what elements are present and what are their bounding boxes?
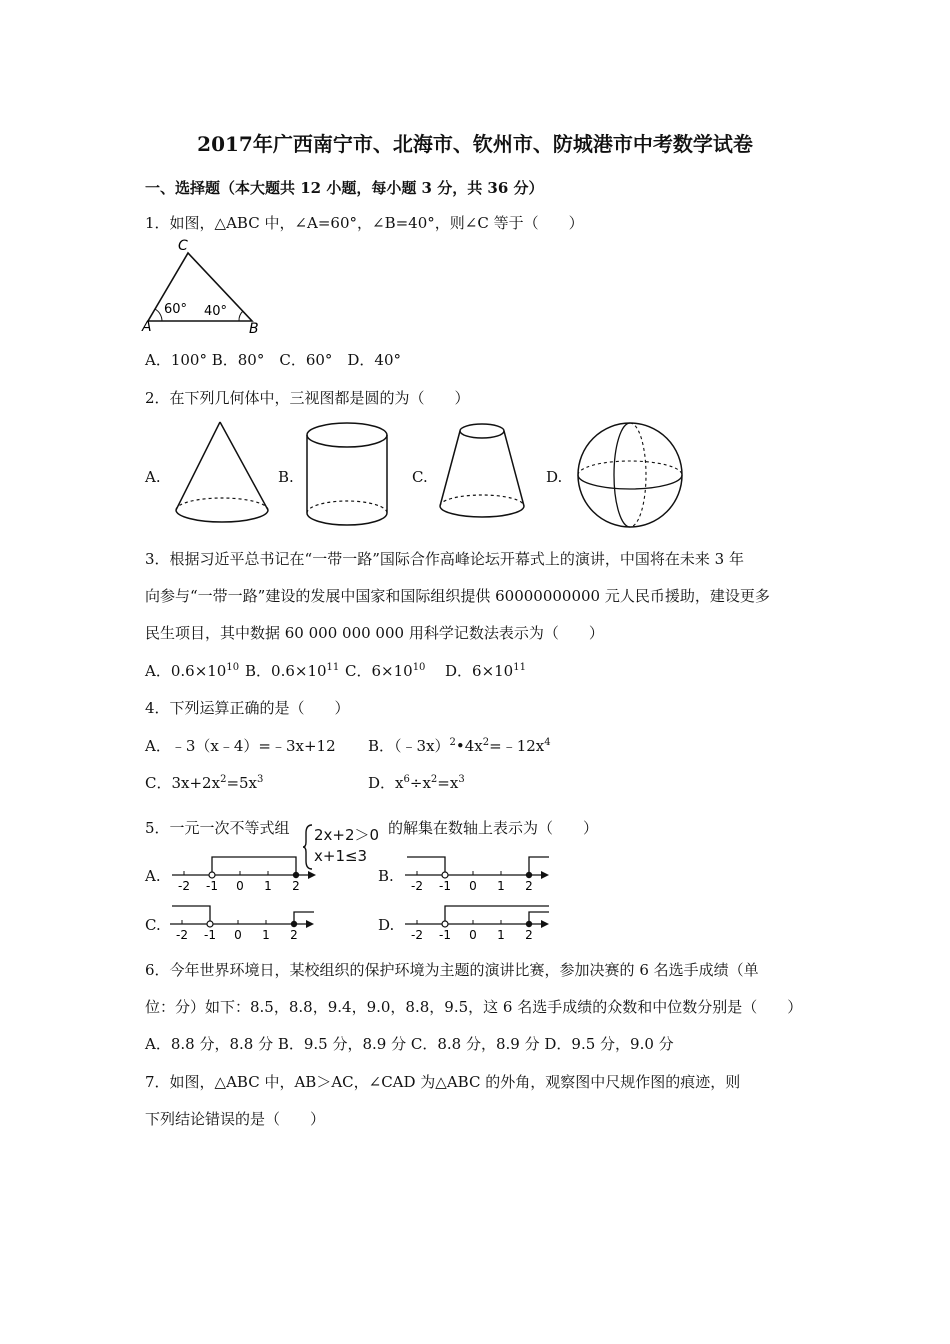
q3-line-1: 3．根据习近平总书记在“一带一路”国际合作高峰论坛开幕式上的演讲，中国将在未来 3 年 [145, 550, 744, 568]
q2-cone-figure [170, 418, 275, 528]
q1-angle-b: 40° [204, 304, 228, 319]
q3-option-b: B．$0.6\times 10^{11}$ [245, 662, 340, 680]
q4-option-b: B．$(﹣3x)^2•4x^2=﹣12x^4$ [368, 737, 551, 755]
q1-triangle-figure [140, 236, 270, 336]
q5-label-b: B. [378, 867, 394, 885]
svg-text:0: 0 [234, 928, 242, 942]
q2-label-d: D. [546, 468, 563, 486]
svg-text:0: 0 [469, 879, 477, 893]
page-title: 2017年广西南宁市、北海市、钦州市、防城港市中考数学试卷 [197, 132, 753, 156]
q5-numberline-c [168, 902, 318, 942]
svg-text:2: 2 [525, 928, 533, 942]
q3-line-3: 民生项目，其中数据 60 000 000 000 用科学记数法表示为（ ） [145, 624, 604, 642]
svg-text:1: 1 [264, 879, 272, 893]
q6-options: A．8.8 分，8.8 分 B．9.5 分，8.9 分 C．8.8 分，8.9 分 D．9.5 分，9.0 分 [145, 1035, 674, 1053]
section-heading: 一、选择题（本大题共 12 小题，每小题 3 分，共 36 分） [145, 179, 544, 197]
q1-label-a: A [142, 319, 152, 335]
q3-option-c: C．$6\times 10^{10}$ [345, 662, 426, 680]
q4-option-a: A．﹣3（x﹣4）=﹣3x+12 [145, 737, 336, 755]
svg-text:1: 1 [497, 928, 505, 942]
q3-option-d: D．$6\times 10^{11}$ [445, 662, 526, 680]
svg-text:-1: -1 [206, 879, 218, 893]
svg-text:0: 0 [236, 879, 244, 893]
q5-label-d: D. [378, 916, 395, 934]
q5-label-a: A. [145, 867, 161, 885]
q4-stem: 4．下列运算正确的是（ ） [145, 699, 350, 717]
q1-label-b: B [249, 321, 259, 336]
svg-text:2: 2 [292, 879, 300, 893]
svg-text:1: 1 [497, 879, 505, 893]
q3-option-a: A．$0.6\times 10^{10}$ [145, 662, 240, 680]
q5-numberline-d [403, 902, 553, 942]
q1-angle-a: 60° [164, 302, 188, 317]
svg-text:-2: -2 [176, 928, 188, 942]
q2-stem: 2．在下列几何体中，三视图都是圆的为（ ） [145, 389, 470, 407]
svg-text:-1: -1 [439, 879, 451, 893]
q2-frustum-figure [435, 418, 530, 528]
svg-text:2: 2 [525, 879, 533, 893]
q6-line-2: 位：分）如下：8.5，8.8，9.4，9.0，8.8，9.5，这 6 名选手成绩的众数和中位数分别是（ ） [145, 998, 803, 1016]
svg-text:-2: -2 [178, 879, 190, 893]
svg-text:0: 0 [469, 928, 477, 942]
q7-line-1: 7．如图，△ABC 中，AB＞AC，∠CAD 为△ABC 的外角，观察图中尺规作图的痕迹，则 [145, 1073, 741, 1091]
q5-stem-pre: 5．一元一次不等式组 [145, 819, 290, 837]
q5-inequality-1: 2x+2＞0 [314, 826, 380, 844]
q3-line-2: 向参与“一带一路”建设的发展中国家和国际组织提供 60000000000 元人民币援助，建设更多 [145, 587, 770, 605]
q1-label-c: C [178, 238, 188, 254]
q2-sphere-figure [568, 420, 692, 532]
q2-label-b: B. [278, 468, 294, 486]
q5-stem-post: 的解集在数轴上表示为（ ） [388, 819, 599, 837]
q2-cylinder-figure [303, 415, 393, 533]
svg-text:-2: -2 [411, 879, 423, 893]
svg-text:-1: -1 [204, 928, 216, 942]
svg-text:1: 1 [262, 928, 270, 942]
svg-text:-1: -1 [439, 928, 451, 942]
q6-line-1: 6．今年世界环境日，某校组织的保护环境为主题的演讲比赛，参加决赛的 6 名选手成绩（单 [145, 961, 759, 979]
q5-numberline-b [403, 853, 553, 893]
q5-numberline-a [170, 853, 320, 893]
q2-label-c: C. [412, 468, 428, 486]
svg-text:2: 2 [290, 928, 298, 942]
q7-line-2: 下列结论错误的是（ ） [145, 1110, 326, 1128]
q4-option-c: C．$3x+2x^2=5x^3$ [145, 774, 264, 792]
q1-options: A．100° B．80° C．60° D．40° [145, 351, 402, 369]
q4-option-d: D．$x^6\div x^2=x^3$ [368, 774, 465, 792]
q1-stem: 1．如图，△ABC 中，∠A=60°，∠B=40°，则∠C 等于（ ） [145, 214, 584, 232]
svg-text:-2: -2 [411, 928, 423, 942]
q5-inequality-2: x+1≤3 [314, 847, 368, 865]
q5-label-c: C. [145, 916, 161, 934]
q2-label-a: A. [145, 468, 161, 486]
